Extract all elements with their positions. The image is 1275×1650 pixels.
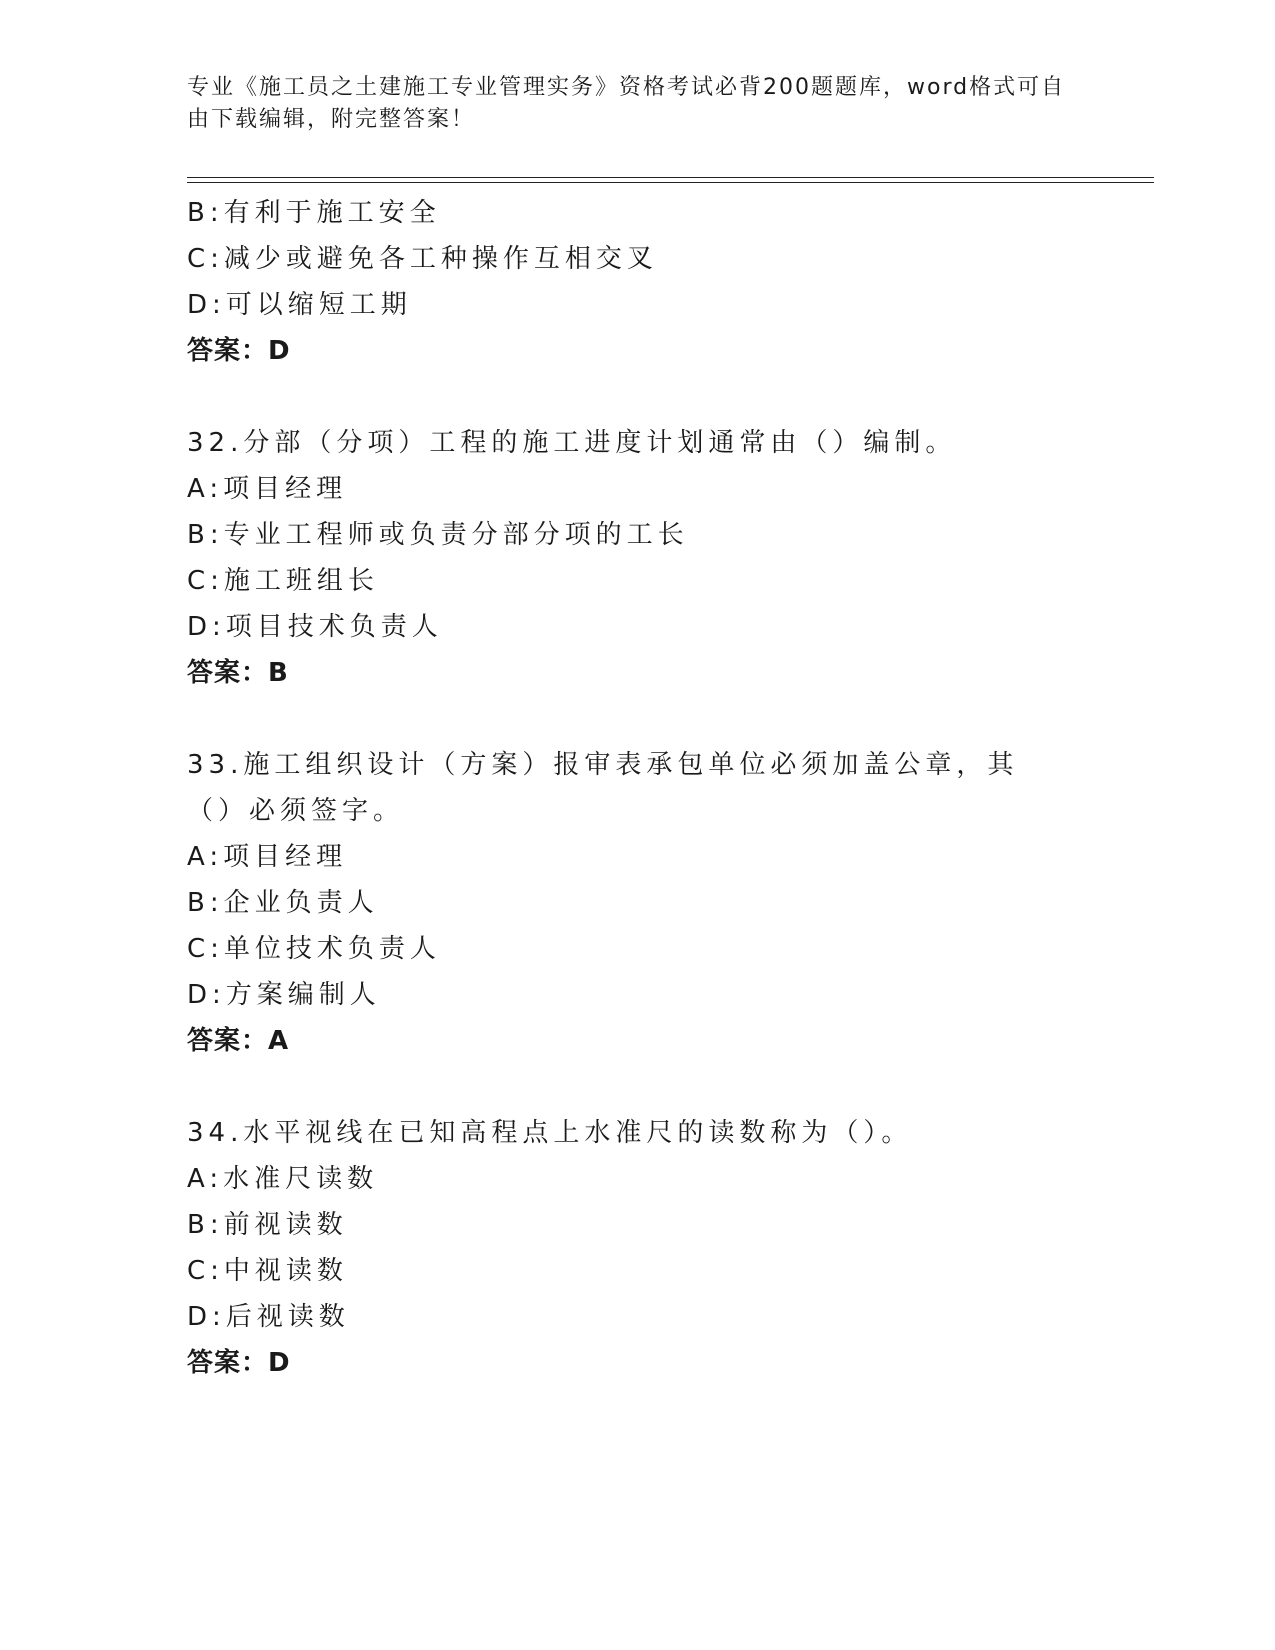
- option-text: 项目技术负责人: [225, 612, 443, 642]
- option-label: C:: [187, 566, 224, 596]
- question-stem: 32.分部（分项）工程的施工进度计划通常由（）编制。: [187, 428, 957, 458]
- option-label: A:: [187, 1164, 224, 1194]
- option-b: [187, 1202, 1087, 1248]
- option-label: D:: [187, 1302, 226, 1332]
- question-33: [187, 742, 1087, 1064]
- header-divider-bottom: [187, 182, 1154, 183]
- option-a: [187, 1156, 1087, 1202]
- option-text: 前视读数: [223, 1210, 348, 1240]
- option-d: [187, 1294, 1087, 1340]
- option-label: B:: [187, 1210, 224, 1240]
- page-header: 专业《施工员之土建施工专业管理实务》资格考试必背200题题库，word格式可自由下载编辑，附完整答案！: [187, 75, 1066, 132]
- option-d: [187, 972, 1087, 1018]
- option-c: [187, 558, 1087, 604]
- answer-line: 答案：B: [187, 658, 289, 688]
- option-label: D:: [187, 612, 226, 642]
- option-text: 单位技术负责人: [223, 934, 441, 964]
- question-list: [187, 190, 1087, 1386]
- option-text: 可以缩短工期: [225, 290, 412, 320]
- question-stem: 33.施工组织设计（方案）报审表承包单位必须加盖公章，其（）必须签字。: [187, 750, 1019, 826]
- option-label: A:: [187, 474, 224, 504]
- option-text: 项目经理: [223, 474, 348, 504]
- question-stem: 34.水平视线在已知高程点上水准尺的读数称为（）。: [187, 1118, 913, 1148]
- option-label: C:: [187, 934, 224, 964]
- option-d: [187, 604, 1087, 650]
- option-label: D:: [187, 980, 226, 1010]
- option-text: 施工班组长: [223, 566, 379, 596]
- question-31-continued: [187, 190, 1087, 374]
- option-a: [187, 834, 1087, 880]
- option-label: B:: [187, 520, 224, 550]
- option-label: C:: [187, 244, 224, 274]
- answer-line: 答案：A: [187, 1026, 290, 1056]
- option-text: 减少或避免各工种操作互相交叉: [223, 244, 658, 274]
- answer-line: 答案：D: [187, 1348, 291, 1378]
- option-label: B:: [187, 888, 224, 918]
- option-label: D:: [187, 290, 226, 320]
- option-c: [187, 1248, 1087, 1294]
- option-text: 中视读数: [223, 1256, 348, 1286]
- question-32: [187, 420, 1087, 696]
- option-b: [187, 880, 1087, 926]
- option-b: [187, 512, 1087, 558]
- option-c: [187, 926, 1087, 972]
- option-text: 专业工程师或负责分部分项的工长: [223, 520, 689, 550]
- option-label: B:: [187, 198, 224, 228]
- option-label: C:: [187, 1256, 224, 1286]
- option-text: 项目经理: [223, 842, 348, 872]
- option-text: 有利于施工安全: [223, 198, 441, 228]
- header-divider-top: [187, 177, 1154, 178]
- question-34: [187, 1110, 1087, 1386]
- option-b: [187, 190, 1087, 236]
- option-text: 企业负责人: [223, 888, 379, 918]
- option-text: 水准尺读数: [223, 1164, 379, 1194]
- answer-line: 答案：D: [187, 336, 291, 366]
- option-c: [187, 236, 1087, 282]
- option-label: A:: [187, 842, 224, 872]
- option-d: [187, 282, 1087, 328]
- option-text: 后视读数: [225, 1302, 350, 1332]
- option-text: 方案编制人: [225, 980, 381, 1010]
- option-a: [187, 466, 1087, 512]
